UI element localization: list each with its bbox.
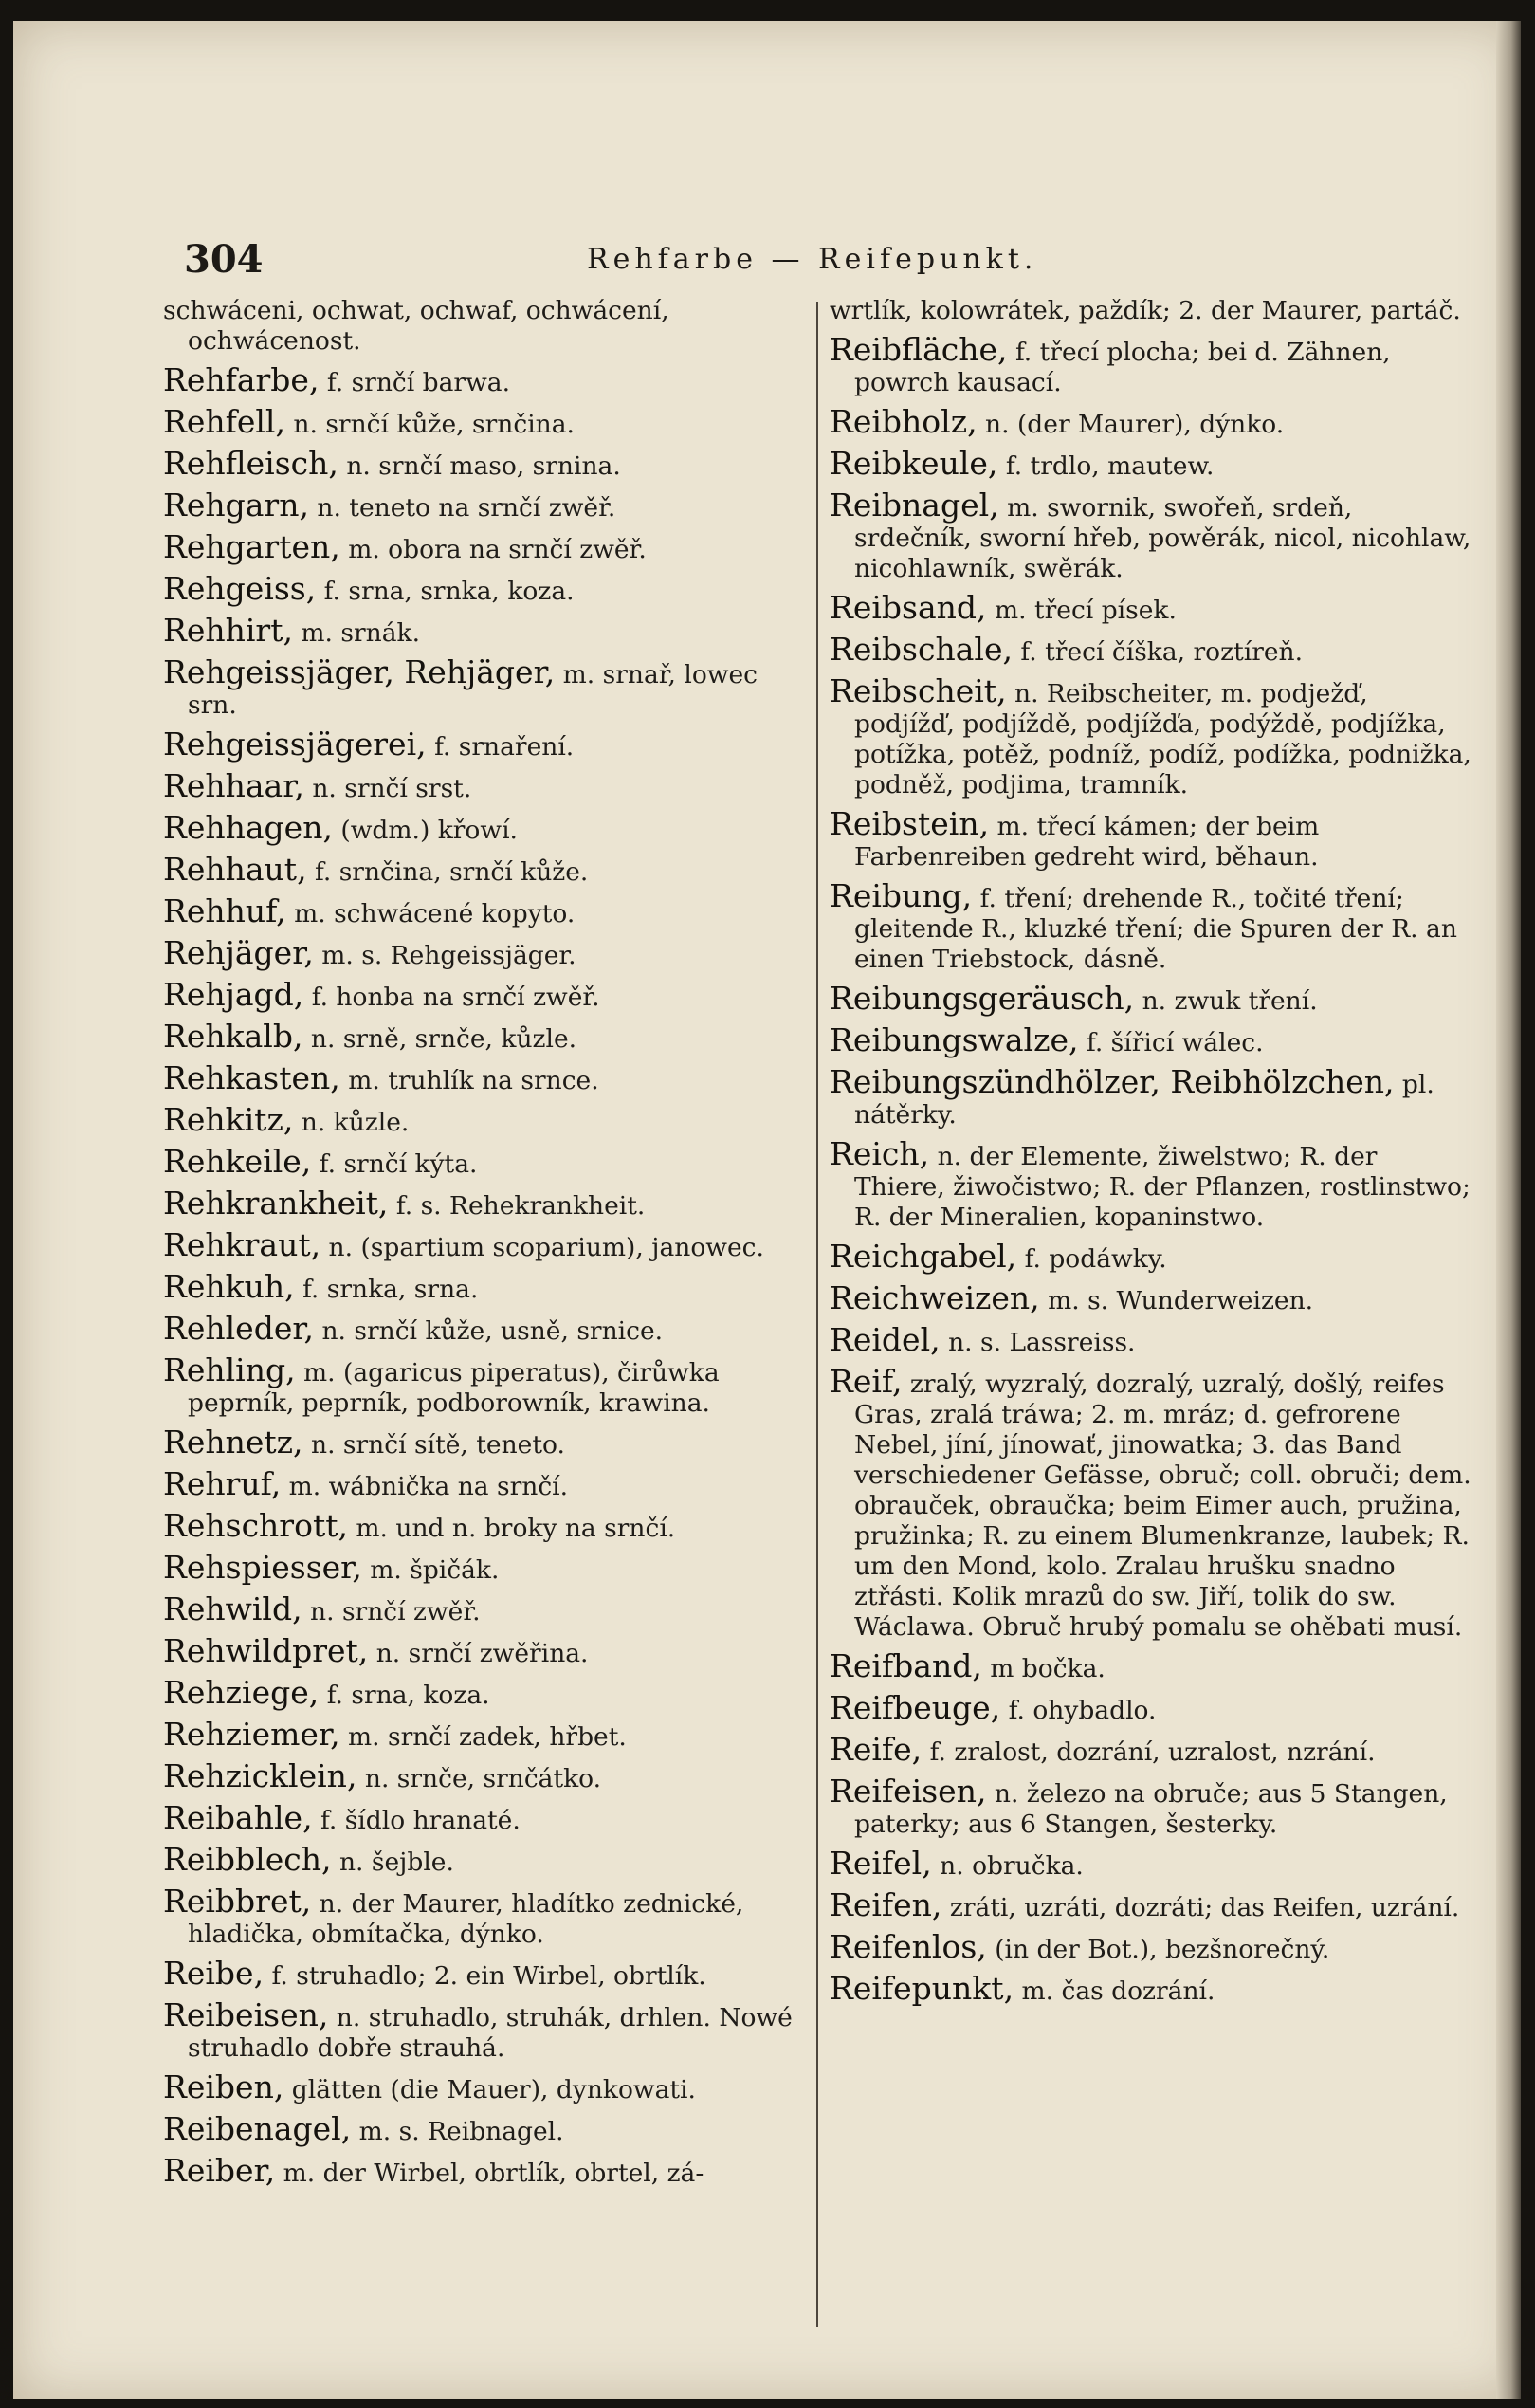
entry-headword: Reibfläche,	[830, 331, 1008, 368]
entry-headword: Reif,	[830, 1363, 903, 1400]
dictionary-entry	[163, 1996, 803, 2064]
entry-definition: n. obručka.	[940, 1851, 1084, 1881]
dictionary-entry	[163, 403, 803, 440]
dictionary-entry	[830, 1238, 1474, 1275]
entry-definition: schwáceni, ochwat, ochwaf, ochwácení, ochwácenost.	[163, 296, 669, 356]
entry-definition: n. srnčí sítě, teneto.	[311, 1430, 565, 1460]
dictionary-entry	[163, 653, 803, 721]
entry-definition: m bočka.	[990, 1654, 1106, 1683]
entry-definition: m. třecí písek.	[994, 596, 1177, 625]
dictionary-entry	[163, 726, 803, 763]
dictionary-entry	[163, 1799, 803, 1836]
entry-definition: m. truhlík na srnce.	[348, 1066, 599, 1095]
entry-definition: m. obora na srnčí zwěř.	[348, 535, 647, 564]
dictionary-entry	[163, 1716, 803, 1753]
entry-definition: m. třecí kámen; der beim Farbenreiben gedreht wird, běhaun.	[854, 812, 1320, 872]
entry-headword: Rehkraut,	[163, 1226, 321, 1263]
entry-definition: glätten (die Mauer), dynkowati.	[291, 2075, 696, 2105]
entry-headword: Rehkeile,	[163, 1143, 312, 1180]
dictionary-entry	[163, 851, 803, 888]
entry-definition: m. srnař, lowec srn.	[188, 660, 758, 720]
entry-definition: n. kůzle.	[301, 1108, 410, 1137]
entry-headword: Reibschale,	[830, 631, 1013, 668]
entry-definition: m. špičák.	[370, 1555, 500, 1585]
entry-definition: f. třecí plocha; bei d. Zähnen, powrch kausací.	[854, 338, 1391, 397]
dictionary-entry	[163, 934, 803, 971]
entry-definition: n. srně, srnče, kůzle.	[310, 1024, 577, 1054]
entry-definition: m. swornik, swořeň, srdeň, srdečník, sworní hřeb, powěrák, nicol, nicohlaw, nicohlawník, swěrák.	[854, 493, 1471, 583]
entry-definition: f. podáwky.	[1024, 1244, 1167, 1274]
entry-definition: m. der Wirbel, obrtlík, obrtel, zá-	[283, 2159, 704, 2188]
entry-definition: f. srnčina, srnčí kůže.	[315, 857, 589, 887]
dictionary-entry	[830, 1021, 1474, 1058]
dictionary-entry	[830, 331, 1474, 398]
entry-headword: Reifbeuge,	[830, 1689, 1001, 1726]
entry-headword: Rehhirt,	[163, 612, 293, 649]
entry-definition: zralý, wyzralý, dozralý, uzralý, došlý, reifes Gras, zralá tráwa; 2. m. mráz; d. gefrorene Nebel, jíní, jínowať, jinowatka; 3. das Band verschiedener Gefässe, obruč; coll. obruči; dem. obrauček, obraučka; beim Eimer auch, pružina, pružinka; R. zu einem Blumenkranze, laubek; R. um den Mond, kolo. Zralau hrušku snadno ztřásti. Kolik mrazů do sw. Jiří, tolik do sw. Wáclawa. Obruč hrubý pomalu se ohěbati musí.	[854, 1369, 1471, 1642]
entry-headword: Rehjagd,	[163, 976, 304, 1013]
dictionary-entry	[830, 980, 1474, 1017]
entry-definition: n. srnčí zwěřina.	[375, 1639, 589, 1668]
dictionary-entry	[163, 570, 803, 607]
entry-definition: n. železo na obruče; aus 5 Stangen, paterky; aus 6 Stangen, šesterky.	[854, 1779, 1448, 1839]
dictionary-entry	[163, 1018, 803, 1055]
entry-definition: f. ohybadlo.	[1008, 1696, 1157, 1725]
entry-definition: f. srna, koza.	[326, 1681, 490, 1710]
running-head: Rehfarbe — Reifepunkt.	[587, 243, 1038, 276]
entry-definition: wrtlík, kolowrátek, paždík; 2. der Maurer, partáč.	[830, 296, 1461, 325]
dictionary-entry	[163, 361, 803, 398]
entry-definition: m. s. Reibnagel.	[358, 2117, 564, 2146]
dictionary-entry	[163, 1268, 803, 1305]
dictionary-entry	[163, 1351, 803, 1419]
dictionary-entry	[830, 672, 1474, 800]
dictionary-entry	[163, 1185, 803, 1222]
entry-definition: f. zralost, dozrání, uzralost, nzrání.	[929, 1737, 1376, 1767]
dictionary-entry	[830, 1928, 1474, 1965]
entry-definition: f. honba na srnčí zwěř.	[311, 983, 600, 1012]
entry-headword: Reibe,	[163, 1955, 265, 1992]
entry-definition: n. (spartium scoparium), janowec.	[328, 1233, 764, 1262]
entry-headword: Reibungsgeräusch,	[830, 980, 1135, 1017]
dictionary-entry	[163, 445, 803, 482]
entry-headword: Rehhuf,	[163, 892, 286, 929]
dictionary-entry	[830, 1063, 1474, 1130]
page-number: 304	[184, 237, 264, 282]
entry-headword: Reibholz,	[830, 403, 978, 440]
dictionary-entry	[163, 1310, 803, 1347]
entry-definition: n. teneto na srnčí zwěř.	[317, 493, 616, 523]
entry-headword: Reibnagel,	[830, 487, 999, 524]
dictionary-entry	[163, 612, 803, 649]
dictionary-entry	[163, 1059, 803, 1096]
dictionary-entry	[830, 445, 1474, 482]
dictionary-entry	[830, 1279, 1474, 1316]
dictionary-entry	[163, 767, 803, 804]
left-column	[163, 296, 803, 2197]
entry-definition: n. srnčí kůže, srnčina.	[293, 410, 575, 439]
right-column	[830, 296, 1474, 2015]
entry-definition: f. srna, srnka, koza.	[323, 577, 575, 606]
dictionary-entry	[830, 403, 1474, 440]
entry-headword: Reibstein,	[830, 805, 990, 842]
entry-headword: Reibung,	[830, 877, 973, 914]
entry-definition: f. trdlo, mautew.	[1005, 451, 1215, 481]
dictionary-entry	[163, 1101, 803, 1138]
entry-definition: f. tření; drehende R., točité tření; gleitende R., kluzké tření; die Spuren der R. an einen Triebstock, dásně.	[854, 884, 1457, 974]
page-binding-shadow	[1496, 21, 1521, 2399]
entry-headword: Rehgeissjäger, Rehjäger,	[163, 653, 556, 690]
entry-headword: Reich,	[830, 1135, 930, 1172]
dictionary-entry	[163, 1757, 803, 1794]
entry-headword: Rehjäger,	[163, 934, 314, 971]
entry-headword: Rehling,	[163, 1351, 296, 1388]
dictionary-entry	[163, 2152, 803, 2189]
entry-definition: f. srnčí kýta.	[319, 1149, 478, 1179]
entry-headword: Reichweizen,	[830, 1279, 1040, 1316]
entry-headword: Rehkitz,	[163, 1101, 294, 1138]
entry-definition: m. s. Wunderweizen.	[1048, 1286, 1314, 1315]
dictionary-entry	[163, 2068, 803, 2105]
entry-headword: Reiber,	[163, 2152, 276, 2189]
entry-definition: m. srnčí zadek, hřbet.	[348, 1722, 627, 1752]
entry-headword: Rehfell,	[163, 403, 285, 440]
dictionary-entry	[163, 976, 803, 1013]
entry-headword: Rehleder,	[163, 1310, 315, 1347]
entry-headword: Reibblech,	[163, 1841, 332, 1878]
dictionary-entry	[830, 1689, 1474, 1726]
dictionary-entry	[830, 1647, 1474, 1684]
dictionary-entry	[163, 1226, 803, 1263]
entry-headword: Rehkrankheit,	[163, 1185, 389, 1222]
entry-definition: m. srnák.	[301, 618, 420, 648]
entry-headword: Rehgarn,	[163, 487, 309, 524]
dictionary-entry	[830, 631, 1474, 668]
entry-definition: n. struhadlo, struhák, drhlen. Nowé struhadlo dobře strauhá.	[188, 2003, 793, 2063]
entry-definition: n. s. Lassreiss.	[948, 1328, 1136, 1357]
entry-headword: Reibbret,	[163, 1883, 312, 1920]
entry-definition: m. wábnička na srnčí.	[288, 1472, 569, 1501]
dictionary-entry	[830, 487, 1474, 584]
entry-definition: n. (der Maurer), dýnko.	[985, 410, 1285, 439]
entry-definition: n. srnčí zwěř.	[310, 1597, 481, 1627]
entry-definition: n. Reibscheiter, m. podježď, podjížď, podjíždě, podjížďa, podýždě, podjížka, potížka, potěž, podníž, podíž, podížka, podnižka, podněž, podjima, tramník.	[854, 679, 1471, 800]
dictionary-entry	[163, 1143, 803, 1180]
dictionary-entry	[163, 1465, 803, 1502]
dictionary-entry	[163, 1841, 803, 1878]
dictionary-entry	[830, 1363, 1474, 1643]
dictionary-entry	[830, 1845, 1474, 1882]
dictionary-entry	[830, 877, 1474, 975]
entry-headword: Rehfleisch,	[163, 445, 338, 482]
entry-headword: Reibungszündhölzer, Reibhölzchen,	[830, 1063, 1395, 1100]
entry-definition: zráti, uzráti, dozráti; das Reifen, uzrání.	[949, 1893, 1460, 1922]
dictionary-entry	[830, 805, 1474, 873]
entry-headword: Reichgabel,	[830, 1238, 1017, 1275]
dictionary-entry	[163, 296, 803, 357]
entry-headword: Rehkalb,	[163, 1018, 303, 1055]
entry-definition: f. srnčí barwa.	[326, 368, 510, 397]
entry-definition: n. srnčí maso, srnina.	[346, 451, 621, 481]
dictionary-entry	[830, 296, 1474, 326]
dictionary-entry	[830, 589, 1474, 626]
entry-definition: n. srnčí kůže, usně, srnice.	[321, 1316, 664, 1346]
dictionary-entry	[163, 809, 803, 846]
entry-definition: n. zwuk tření.	[1142, 986, 1318, 1016]
entry-headword: Reibahle,	[163, 1799, 313, 1836]
dictionary-entry	[163, 1632, 803, 1669]
entry-definition: f. šířicí wálec.	[1086, 1028, 1264, 1057]
entry-headword: Rehkuh,	[163, 1268, 295, 1305]
entry-definition: f. s. Rehekrankheit.	[395, 1191, 646, 1221]
dictionary-entry	[163, 1590, 803, 1627]
entry-definition: f. srnaření.	[434, 732, 575, 762]
entry-definition: (in der Bot.), bezšnorečný.	[995, 1935, 1330, 1964]
dictionary-entry	[163, 1883, 803, 1950]
dictionary-entry	[830, 1321, 1474, 1358]
entry-headword: Reiben,	[163, 2068, 284, 2105]
entry-definition: (wdm.) křowí.	[340, 816, 518, 845]
entry-headword: Reifenlos,	[830, 1928, 987, 1965]
entry-headword: Rehziege,	[163, 1674, 320, 1711]
entry-definition: f. struhadlo; 2. ein Wirbel, obrtlík.	[271, 1961, 706, 1991]
entry-headword: Rehruf,	[163, 1465, 282, 1502]
entry-headword: Rehkasten,	[163, 1059, 340, 1096]
entry-definition: n. der Maurer, hladítko zednické, hladička, obmítačka, dýnko.	[188, 1889, 744, 1949]
entry-definition: m. schwácené kopyto.	[294, 899, 576, 928]
page-header	[174, 237, 1483, 294]
entry-headword: Reifel,	[830, 1845, 932, 1882]
entry-definition: n. srnče, srnčátko.	[364, 1764, 602, 1793]
entry-definition: n. srnčí srst.	[312, 774, 472, 803]
entry-definition: m. čas dozrání.	[1021, 1976, 1215, 2006]
entry-headword: Rehgeissjägerei,	[163, 726, 427, 763]
entry-headword: Reibungswalze,	[830, 1021, 1079, 1058]
entry-definition: f. šídlo hranaté.	[320, 1806, 521, 1835]
entry-headword: Reifepunkt,	[830, 1970, 1014, 2007]
dictionary-entry	[163, 1674, 803, 1711]
entry-headword: Reibkeule,	[830, 445, 998, 482]
entry-headword: Reibenagel,	[163, 2110, 352, 2147]
entry-definition: m. und n. broky na srnčí.	[356, 1514, 676, 1543]
entry-headword: Rehhagen,	[163, 809, 333, 846]
dictionary-entry	[163, 1549, 803, 1586]
entry-headword: Rehhaut,	[163, 851, 307, 888]
entry-definition: m. (agaricus piperatus), čirůwka peprník, peprník, podborowník, krawina.	[188, 1358, 720, 1418]
entry-headword: Rehspiesser,	[163, 1549, 362, 1586]
dictionary-entry	[830, 1731, 1474, 1768]
dictionary-entry	[830, 1970, 1474, 2007]
entry-headword: Reibsand,	[830, 589, 987, 626]
entry-headword: Rehwild,	[163, 1590, 302, 1627]
dictionary-entry	[163, 1955, 803, 1992]
dictionary-entry	[830, 1886, 1474, 1923]
entry-definition: f. srnka, srna.	[302, 1275, 479, 1304]
entry-definition: n. šejble.	[338, 1847, 454, 1877]
entry-headword: Rehgeiss,	[163, 570, 317, 607]
dictionary-entry	[163, 1507, 803, 1544]
entry-definition: pl. nátěrky.	[854, 1070, 1434, 1130]
entry-headword: Rehzicklein,	[163, 1757, 357, 1794]
dictionary-entry	[163, 892, 803, 929]
entry-definition: n. der Elemente, žiwelstwo; R. der Thiere, žiwočistwo; R. der Pflanzen, rostlinstwo; R. der Mineralien, kopaninstwo.	[854, 1142, 1471, 1232]
entry-headword: Rehnetz,	[163, 1424, 303, 1461]
dictionary-entry	[163, 528, 803, 565]
entry-headword: Reifen,	[830, 1886, 942, 1923]
entry-headword: Rehhaar,	[163, 767, 304, 804]
entry-definition: f. třecí číška, roztíreň.	[1020, 637, 1304, 667]
entry-headword: Rehgarten,	[163, 528, 340, 565]
column-divider	[816, 302, 818, 2327]
entry-headword: Reife,	[830, 1731, 923, 1768]
entry-headword: Rehfarbe,	[163, 361, 320, 398]
dictionary-entry	[830, 1135, 1474, 1233]
dictionary-entry	[163, 487, 803, 524]
dictionary-entry	[163, 2110, 803, 2147]
entry-headword: Reibscheit,	[830, 672, 1007, 709]
entry-definition: m. s. Rehgeissjäger.	[321, 941, 576, 970]
entry-headword: Reifeisen,	[830, 1773, 987, 1810]
entry-headword: Reibeisen,	[163, 1996, 329, 2033]
dictionary-entry	[830, 1773, 1474, 1840]
entry-headword: Reidel,	[830, 1321, 941, 1358]
entry-headword: Rehschrott,	[163, 1507, 348, 1544]
entry-headword: Rehwildpret,	[163, 1632, 369, 1669]
entry-headword: Reifband,	[830, 1647, 982, 1684]
entry-headword: Rehziemer,	[163, 1716, 340, 1753]
dictionary-entry	[163, 1424, 803, 1461]
